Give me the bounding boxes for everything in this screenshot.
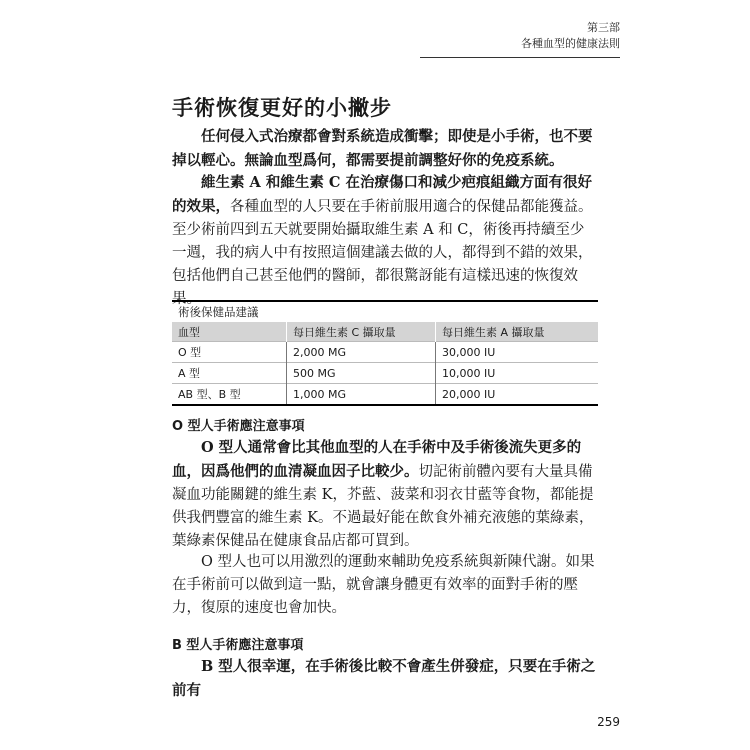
col-header-vitamin-c: 每日維生素 C 攝取量: [287, 322, 436, 342]
table-row: [172, 363, 598, 384]
cell-vitamin-c: 1,000 MG: [287, 384, 436, 406]
b-type-bold: B 型人很幸運，在手術後比較不會產生併發症，只要在手術之前有: [172, 658, 596, 699]
cell-vitamin-a: 10,000 IU: [436, 363, 599, 384]
heading-b-type: B 型人手術應注意事項: [172, 638, 304, 653]
intro-text: 任何侵入式治療都會對系統造成衝擊；即使是小手術，也不要掉以輕心。無論血型爲何，都需要提前調整好你的免疫系統。: [172, 128, 593, 169]
section-title: 手術恢復更好的小撇步: [172, 95, 392, 120]
paragraph-intro: [172, 125, 598, 173]
vitamins-text: 各種血型的人只要在手術前服用適合的保健品都能獲益。至少術前四到五天就要開始攝取維生素 A 和 C，術後再持續至少一週，我的病人中有按照這個建議去做的人，都得到不錯的效果，包括他們自己甚至他們的醫師，都很驚訝能有這樣迅速的恢復效果。: [172, 199, 593, 307]
paragraph-o-type-1: [172, 436, 598, 553]
o-type-bold: O 型人通常會比其他血型的人在手術中及手術後流失更多的血，因爲他們的血清凝血因子比較少。: [172, 439, 582, 480]
cell-blood-type: O 型: [172, 342, 287, 363]
table-header-row: [172, 322, 598, 342]
table-row: [172, 384, 598, 406]
chapter-subtitle: 各種血型的健康法則: [521, 37, 620, 50]
paragraph-b-type: [172, 655, 598, 703]
page-number: 259: [597, 715, 620, 729]
cell-blood-type: A 型: [172, 363, 287, 384]
cell-blood-type: AB 型、B 型: [172, 384, 287, 406]
paragraph-o-type-2: [172, 551, 598, 620]
running-header: [521, 20, 620, 52]
cell-vitamin-c: 500 MG: [287, 363, 436, 384]
heading-o-type: O 型人手術應注意事項: [172, 419, 305, 434]
cell-vitamin-a: 20,000 IU: [436, 384, 599, 406]
o-type-text: 切記術前體內要有大量具備凝血功能關鍵的維生素 K，芥藍、菠菜和羽衣甘藍等食物，都能提供我們豐富的維生素 K。不過最好能在飲食外補充液態的葉綠素，葉綠素保健品在健康食品店都可買到。: [172, 464, 594, 549]
col-header-vitamin-a: 每日維生素 A 攝取量: [436, 322, 599, 342]
col-header-blood-type: 血型: [172, 322, 287, 342]
cell-vitamin-c: 2,000 MG: [287, 342, 436, 363]
table-title: 術後保健品建議: [178, 305, 259, 319]
header-rule: [420, 57, 620, 58]
o-type-text-2: O 型人也可以用激烈的運動來輔助免疫系統與新陳代謝。如果在手術前可以做到這一點，就會讓身體更有效率的面對手術的壓力，復原的速度也會加快。: [172, 554, 595, 616]
table-row: [172, 342, 598, 363]
cell-vitamin-a: 30,000 IU: [436, 342, 599, 363]
vitamins-bold: 維生素 A 和維生素 C 在治療傷口和減少疤痕組織方面有很好的效果，: [172, 174, 592, 215]
supplement-table: [172, 300, 598, 406]
part-label: 第三部: [587, 21, 620, 34]
paragraph-vitamins: [172, 171, 598, 311]
